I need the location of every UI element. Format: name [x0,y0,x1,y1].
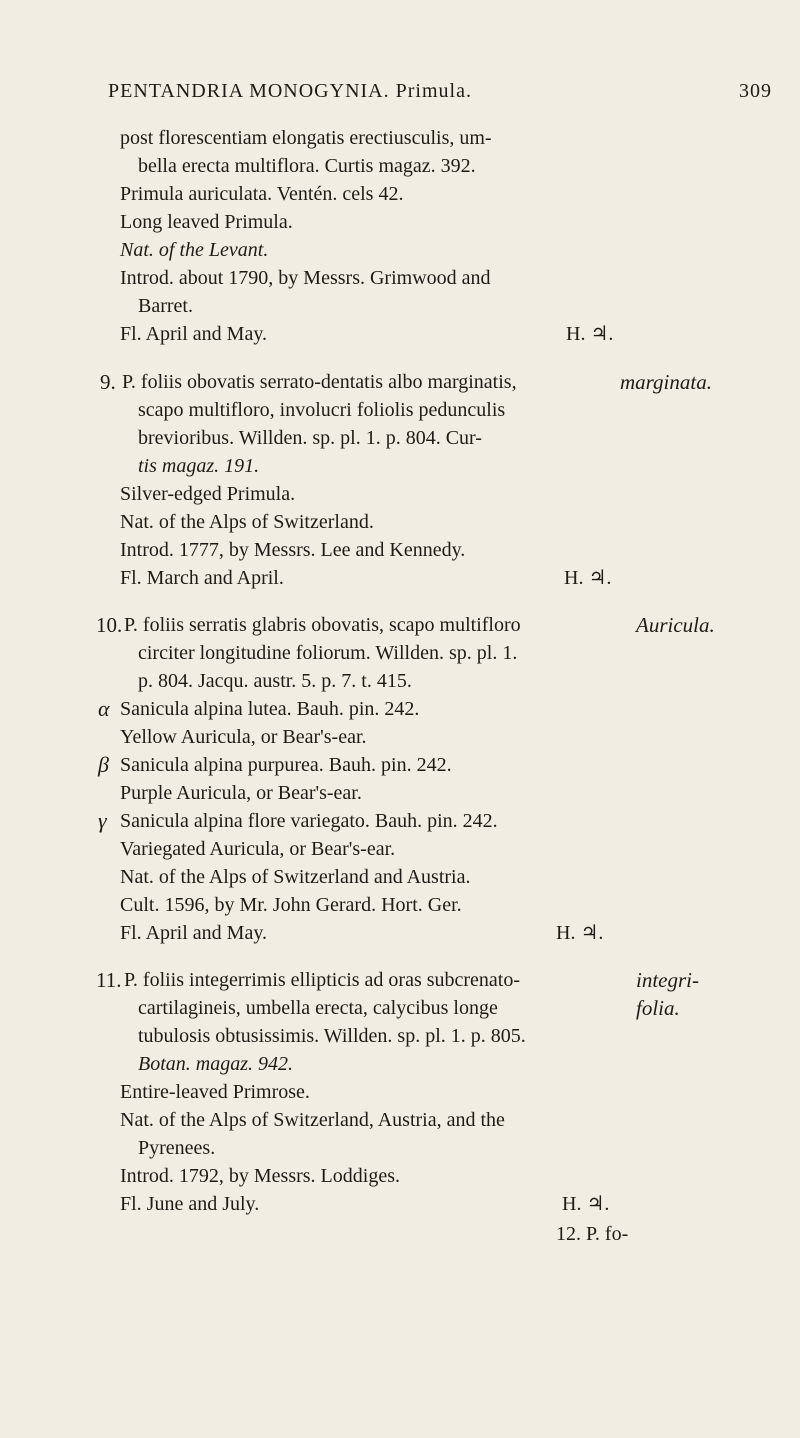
text-line: Sanicula alpina purpurea. Bauh. pin. 242. [120,754,452,776]
text-line: Sanicula alpina lutea. Bauh. pin. 242. [120,698,420,720]
variety-marker: γ [98,808,107,833]
text-line: p. 804. Jacqu. austr. 5. p. 7. t. 415. [138,670,412,692]
text-line: bella erecta multiflora. Curtis magaz. 392. [138,155,476,177]
text-line: P. foliis integerrimis ellipticis ad oras subcrenato- [124,969,521,991]
text-line: Entire-leaved Primrose. [120,1081,310,1103]
text-line: tis magaz. 191. [138,455,260,477]
text-line: Fl. April and May. [120,323,268,345]
catchword: 12. P. fo- [556,1223,629,1245]
text-line: Silver-edged Primula. [120,483,296,505]
text-line: post florescentiam elongatis erectiusculis, um- [120,127,492,149]
entry-number: 11. [96,968,122,992]
text-line: Nat. of the Alps of Switzerland and Austria. [120,866,471,888]
entry-number: 9. [100,370,116,394]
text-line: Pyrenees. [138,1137,216,1159]
entry-number: 10. [96,613,123,637]
text-line: Sanicula alpina flore variegato. Bauh. pin. 242. [120,810,498,832]
hardiness-mark: H. ♃. [566,323,614,345]
species-epithet: marginata. [620,370,712,394]
text-line: scapo multifloro, involucri foliolis pedunculis [138,399,506,421]
text-line: Nat. of the Levant. [120,239,269,261]
species-epithet: integri- [636,968,699,992]
text-line: Fl. March and April. [120,567,284,589]
text-line: P. foliis serratis glabris obovatis, scapo multifloro [124,614,521,636]
text-line: Primula auriculata. Ventén. cels 42. [120,183,404,205]
text-line: Botan. magaz. 942. [138,1053,293,1075]
text-line: Introd. about 1790, by Messrs. Grimwood and [120,267,491,289]
text-line: Cult. 1596, by Mr. John Gerard. Hort. Ger. [120,894,462,916]
text-line: Introd. 1792, by Messrs. Loddiges. [120,1165,400,1187]
text-line: Purple Auricula, or Bear's-ear. [120,782,362,804]
species-epithet: Auricula. [636,613,715,637]
text-line: circiter longitudine foliorum. Willden. sp. pl. 1. [138,642,518,664]
hardiness-mark: H. ♃. [564,567,612,589]
text-line: Variegated Auricula, or Bear's-ear. [120,838,396,860]
text-line: Nat. of the Alps of Switzerland. [120,511,374,533]
text-line: P. foliis obovatis serrato-dentatis albo marginatis, [122,371,517,393]
variety-marker: β [98,752,109,777]
text-line: Barret. [138,295,193,317]
text-line: Fl. April and May. [120,922,268,944]
text-line: Fl. June and July. [120,1193,260,1215]
text-line: tubulosis obtusissimis. Willden. sp. pl. 1. p. 805. [138,1025,526,1047]
text-line: cartilagineis, umbella erecta, calycibus longe [138,997,498,1019]
text-line: Nat. of the Alps of Switzerland, Austria, and the [120,1109,505,1131]
variety-marker: α [98,696,110,721]
running-title: PENTANDRIA MONOGYNIA. Primula. [108,80,472,102]
running-header [108,80,772,110]
hardiness-mark: H. ♃. [562,1193,610,1215]
page-number: 309 [739,80,772,102]
text-line: Long leaved Primula. [120,211,293,233]
hardiness-mark: H. ♃. [556,922,604,944]
text-line: brevioribus. Willden. sp. pl. 1. p. 804. Cur- [138,427,482,449]
species-epithet-cont: folia. [636,996,680,1020]
text-line: Yellow Auricula, or Bear's-ear. [120,726,367,748]
text-line: Introd. 1777, by Messrs. Lee and Kennedy. [120,539,466,561]
